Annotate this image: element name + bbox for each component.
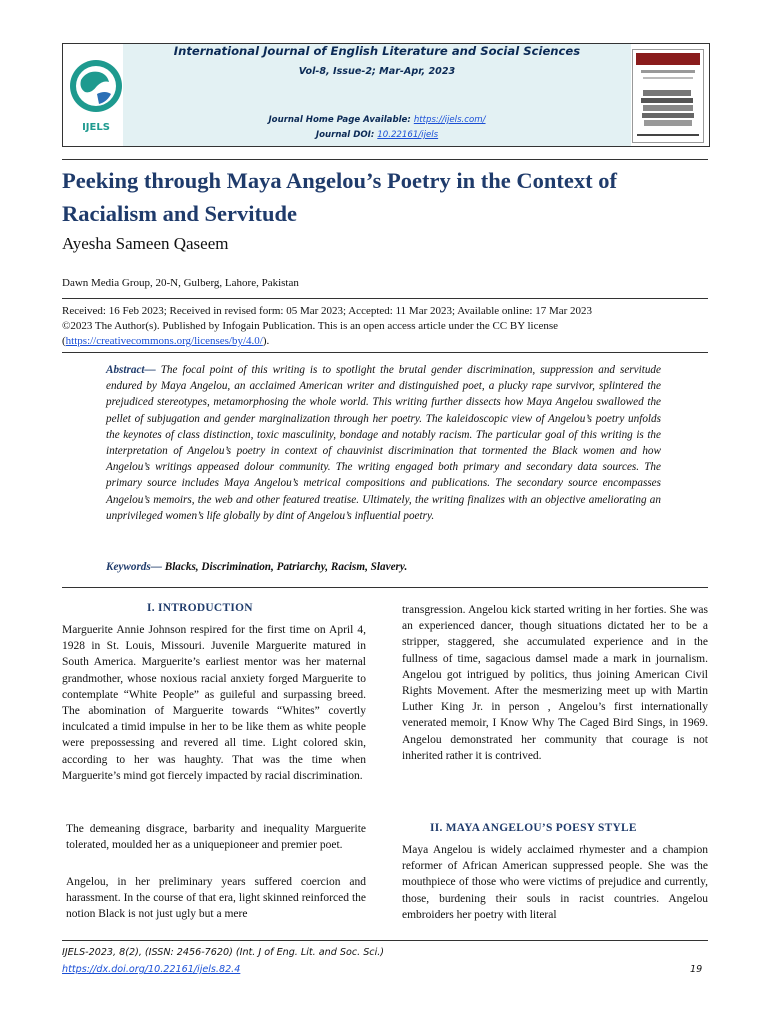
home-link[interactable]: https://ijels.com/ bbox=[413, 115, 486, 125]
keywords-label: Keywords— bbox=[106, 561, 162, 573]
journal-home-line bbox=[123, 115, 631, 125]
journal-header bbox=[62, 43, 710, 147]
keywords bbox=[106, 561, 407, 573]
paragraph-poesy-1: Maya Angelou is widely acclaimed rhymester and a champion reformer of African American suppressed people. She was the mouthpiece of those who were victims of prejudice and currently, those, burdening their souls in racist countries. Angelou embroiders her poetry with literal bbox=[402, 844, 708, 921]
paragraph-intro-4: transgression. Angelou kick started writing in her forties. She was an experienced dancer, though situations dictated her to be a stripper, staggered, she accumulated experience and in the fullness of time, sagacious damsel made a mark in journalism. Angelou got intrigued by politics, thus joining American Civil Rights Movement. After the mesmerizing meet up with Martin Luther King Jr. in person , Angelou’s first internationally venerated memoir, I Know Why The Caged Bird Sings, in 1969. Angelou demonstrated her community that courage is not inherited rather it is contrived. bbox=[402, 604, 708, 762]
abstract-text: The focal point of this writing is to spotlight the brutal gender discrimination, suppression and servitude endured by Maya Angelou, an acclaimed American writer and distinguished poet, a plucky rape survivor, splintered the prejudiced stereotypes, metamorphosing the whole world. This writing further dissects how Maya Angelou swallowed the pellet of subjugation and gender marginalization through her poetry. The kaleidoscopic view of Angelou’s poetry unfolds the keynotes of class distinction, toxic masculinity, bondage and notably racism. The particular goal of this writing is the interpretation of Angelou’s poetry in context of chauvinist discrimination that tormented the Black women and how Angelou’s writings appeased dolour community. The writing engaged both primary and secondary data sources. The primary source includes Maya Angelou’s metrical compositions and publications. The secondary source encompasses Angelou’s memoirs, the web and other featured treatise. Ultimately, the writing finalizes with an objective ameliorating an unprivileged women’s life globally by dint of Angelou’s influential poetry. bbox=[106, 364, 661, 522]
license-link-line: (https://creativecommons.org/licenses/by/4.0/). bbox=[62, 335, 270, 347]
article-dates: Received: 16 Feb 2023; Received in revised form: 05 Mar 2023; Accepted: 11 Mar 2023; Available online: 17 Mar 2023 bbox=[62, 305, 593, 317]
footer-citation: IJELS-2023, 8(2), (ISSN: 2456-7620) (Int. J of Eng. Lit. and Soc. Sci.) bbox=[62, 947, 385, 958]
paragraph-intro-3: Angelou, in her preliminary years suffered coercion and harassment. In the course of that era, light skinned reinforced the notion Black is not just ugly but a mere bbox=[66, 876, 366, 921]
license-statement: ©2023 The Author(s). Published by Infogain Publication. This is an open access article under the CC BY license bbox=[62, 320, 559, 332]
article-author: Ayesha Sameen Qaseem bbox=[62, 234, 229, 253]
header-banner bbox=[123, 44, 631, 146]
keywords-text: Blacks, Discrimination, Patriarchy, Racism, Slavery. bbox=[161, 561, 408, 573]
page-number: 19 bbox=[690, 964, 703, 975]
journal-logo bbox=[67, 50, 125, 136]
journal-cover-image bbox=[632, 49, 704, 143]
journal-title: International Journal of English Literature and Social Sciences bbox=[173, 44, 581, 58]
abstract-label: Abstract— bbox=[106, 364, 156, 376]
author-affiliation: Dawn Media Group, 20-N, Gulberg, Lahore, Pakistan bbox=[62, 277, 299, 289]
article-title: Peeking through Maya Angelou’s Poetry in the Context of Racialism and Servitude bbox=[62, 168, 617, 226]
home-label: Journal Home Page Available: bbox=[268, 115, 414, 125]
footer-doi-link[interactable]: https://dx.doi.org/10.22161/ijels.82.4 bbox=[62, 964, 241, 975]
journal-doi-line bbox=[123, 130, 631, 140]
section-heading-introduction: I. INTRODUCTION bbox=[147, 602, 253, 614]
abstract-divider bbox=[62, 587, 708, 588]
paragraph-intro-1: Marguerite Annie Johnson respired for the first time on April 4, 1928 in St. Louis, Missouri. Juvenile Marguerite matured in South America. Marguerite’s earliest mentor was her maternal grandmother, whose noxious racial anxiety forged Marguerite to contemplate “White People” as guileful and surpassing breed. The abomination of Marguerite towards “Whites” covertly inculcated a timid impulse in her to be like them as white people were prepossessing and revered all time. Light colored skin, according to her was haughty. That was the time when Marguerite’s mind got fiercely impacted by racial discrimination. bbox=[62, 624, 366, 782]
paragraph-intro-2: The demeaning disgrace, barbarity and inequality Marguerite tolerated, moulded her as a uniquepioneer and premier poet. bbox=[66, 823, 366, 852]
header-divider bbox=[62, 159, 708, 160]
dates-top-divider bbox=[62, 298, 708, 299]
svg-text:IJELS: IJELS bbox=[82, 122, 110, 133]
doi-link[interactable]: 10.22161/ijels bbox=[377, 130, 439, 140]
license-link[interactable]: https://creativecommons.org/licenses/by/4.0/ bbox=[65, 335, 263, 347]
volume-issue: Vol-8, Issue-2; Mar-Apr, 2023 bbox=[298, 66, 456, 77]
article-history bbox=[62, 304, 708, 349]
footer-divider bbox=[62, 940, 708, 941]
abstract bbox=[106, 362, 661, 524]
section-heading-poesy-style: II. MAYA ANGELOU’S POESY STYLE bbox=[430, 822, 637, 834]
dates-bottom-divider bbox=[62, 352, 708, 353]
doi-label: Journal DOI: bbox=[315, 130, 378, 140]
